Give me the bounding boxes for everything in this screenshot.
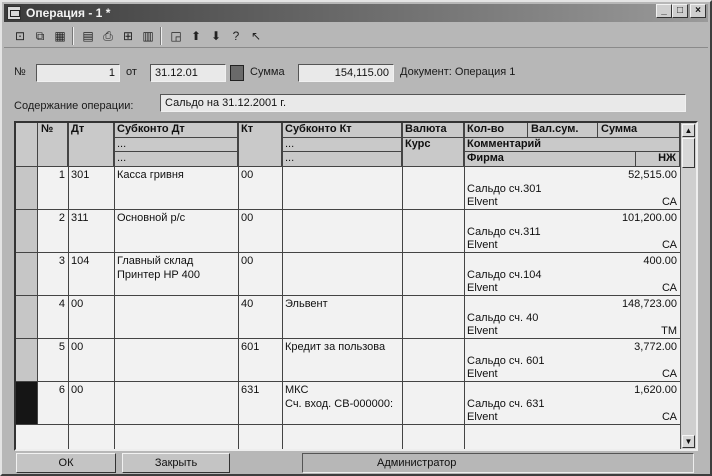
subkonto-kt-sub3: ... (282, 152, 402, 167)
row-divider (16, 209, 680, 210)
row-marker[interactable] (16, 253, 38, 296)
row-comment[interactable]: Сальдо сч.311 (467, 226, 541, 238)
row-dt[interactable]: 00 (71, 384, 84, 396)
row-num[interactable]: 2 (58, 212, 65, 224)
rate-header: Курс (402, 138, 464, 167)
row-kt[interactable]: 631 (241, 384, 260, 396)
content-field[interactable]: Сальдо на 31.12.2001 г. (160, 94, 686, 112)
row-num[interactable]: 6 (58, 384, 65, 396)
row-kt[interactable]: 601 (241, 341, 260, 353)
row-nzh[interactable]: СА (661, 282, 677, 294)
row-dt[interactable]: 104 (71, 255, 90, 267)
row-num[interactable]: 1 (58, 169, 65, 181)
row-num[interactable]: 4 (58, 298, 65, 310)
window-title: Операция - 1 * (26, 6, 111, 20)
row-sum[interactable]: 52,515.00 (628, 169, 677, 181)
number-field[interactable]: 1 (36, 64, 120, 82)
pointer-help-icon[interactable]: ↖ (250, 29, 262, 43)
subkonto-kt-header: Субконто Кт (282, 123, 402, 138)
row-firm[interactable]: Elvent (467, 239, 498, 251)
row-nzh[interactable]: СА (661, 411, 677, 423)
document-icon (7, 6, 21, 20)
row-nzh[interactable]: СА (661, 368, 677, 380)
scroll-up-icon[interactable]: ▲ (682, 124, 695, 137)
row-firm[interactable]: Elvent (467, 282, 498, 294)
firm-header: Фирма (464, 152, 636, 167)
layout-icon[interactable]: ▤ (82, 29, 94, 43)
status-bar: Администратор (302, 453, 694, 473)
journal-icon[interactable]: ▥ (142, 29, 154, 43)
new-icon[interactable]: ⊡ (14, 29, 26, 43)
corner-header (16, 123, 38, 167)
ok-button[interactable]: ОК (16, 453, 116, 473)
row-comment[interactable]: Сальдо сч. 601 (467, 355, 545, 367)
scroll-down-icon[interactable]: ▼ (682, 435, 695, 448)
row-marker[interactable] (16, 167, 38, 210)
help-icon[interactable]: ? (232, 29, 240, 43)
row-sum[interactable]: 1,620.00 (634, 384, 677, 396)
num-header: № (38, 123, 68, 167)
row-firm[interactable]: Elvent (467, 196, 498, 208)
vertical-scrollbar[interactable] (680, 123, 696, 449)
currency-header: Валюта (402, 123, 464, 138)
dt-header: Дт (68, 123, 114, 167)
row-divider (16, 381, 680, 382)
close-dialog-button[interactable]: Закрыть (122, 453, 230, 473)
date-field[interactable]: 31.12.01 (150, 64, 226, 82)
row-firm[interactable]: Elvent (467, 368, 498, 380)
row-divider (16, 252, 680, 253)
subkonto-dt-sub3: ... (114, 152, 238, 167)
collapse-icon[interactable]: ◲ (170, 29, 182, 43)
row-marker[interactable] (16, 339, 38, 382)
row-subkonto-dt[interactable]: Основной р/с (117, 212, 186, 224)
row-num[interactable]: 5 (58, 341, 65, 353)
valsum-header: Вал.сум. (528, 123, 598, 138)
down-arrow-icon[interactable]: ⬇ (210, 29, 222, 43)
row-sum[interactable]: 101,200.00 (621, 212, 677, 224)
row-comment[interactable]: Сальдо сч.104 (467, 269, 542, 281)
calendar-icon[interactable] (230, 65, 244, 81)
row-subkonto-dt-2[interactable]: Принтер HP 400 (117, 269, 200, 281)
nzh-header: НЖ (636, 152, 680, 167)
content-label: Содержание операции: (14, 100, 134, 112)
row-sum[interactable]: 3,772.00 (634, 341, 677, 353)
row-sum[interactable]: 148,723.00 (621, 298, 677, 310)
row-sum[interactable]: 400.00 (643, 255, 677, 267)
row-subkonto-dt[interactable]: Главный склад (117, 255, 194, 267)
toolbar (4, 24, 708, 48)
row-subkonto-kt[interactable]: МКС (285, 384, 309, 396)
sum-header: Сумма (598, 123, 680, 138)
row-divider (16, 424, 680, 425)
row-subkonto-kt[interactable]: Кредит за пользова (285, 341, 386, 353)
document-label: Документ: Операция 1 (400, 66, 516, 78)
row-firm[interactable]: Elvent (467, 325, 498, 337)
row-firm[interactable]: Elvent (467, 411, 498, 423)
row-subkonto-kt[interactable]: Эльвент (285, 298, 328, 310)
maximize-button[interactable]: □ (672, 4, 688, 18)
row-dt[interactable]: 00 (71, 298, 84, 310)
row-divider (16, 295, 680, 296)
row-dt[interactable]: 00 (71, 341, 84, 353)
row-divider (16, 338, 680, 339)
qty-header: Кол-во (464, 123, 528, 138)
entries-table (14, 121, 698, 451)
row-kt[interactable]: 40 (241, 298, 254, 310)
row-kt[interactable]: 00 (241, 212, 254, 224)
row-marker[interactable] (16, 210, 38, 253)
row-comment[interactable]: Сальдо сч.301 (467, 183, 542, 195)
row-subkonto-dt[interactable]: Касса гривня (117, 169, 184, 181)
row-kt[interactable]: 00 (241, 255, 254, 267)
comment-header: Комментарий (464, 138, 680, 152)
row-kt[interactable]: 00 (241, 169, 254, 181)
sum-label: Сумма (250, 66, 285, 78)
row-marker[interactable] (16, 382, 38, 425)
minimize-button[interactable]: _ (656, 4, 672, 18)
date-label: от (126, 66, 137, 78)
row-nzh[interactable]: ТМ (661, 325, 677, 337)
sum-field: 154,115.00 (298, 64, 394, 82)
row-num[interactable]: 3 (58, 255, 65, 267)
title-bar (4, 4, 708, 22)
subkonto-dt-sub2: ... (114, 138, 238, 152)
subkonto-dt-header: Субконто Дт (114, 123, 238, 138)
row-comment[interactable]: Сальдо сч. 631 (467, 398, 545, 410)
row-subkonto-kt-2[interactable]: Сч. вход. СВ-000000: (285, 398, 393, 410)
row-nzh[interactable]: СА (661, 239, 677, 251)
scroll-thumb[interactable] (682, 138, 695, 168)
subkonto-kt-sub2: ... (282, 138, 402, 152)
table-icon[interactable]: ▦ (54, 29, 66, 43)
copy-icon[interactable]: ⧉ (35, 29, 45, 43)
row-dt[interactable]: 301 (71, 169, 90, 181)
number-label: № (14, 66, 26, 78)
print-icon[interactable]: ⎙ (103, 29, 113, 43)
up-arrow-icon[interactable]: ⬆ (190, 29, 202, 43)
row-comment[interactable]: Сальдо сч. 40 (467, 312, 539, 324)
kt-header: Кт (238, 123, 282, 167)
row-dt[interactable]: 311 (71, 212, 89, 224)
row-marker[interactable] (16, 296, 38, 339)
tree-icon[interactable]: ⊞ (122, 29, 134, 43)
row-nzh[interactable]: СА (661, 196, 677, 208)
close-button[interactable]: × (690, 4, 706, 18)
